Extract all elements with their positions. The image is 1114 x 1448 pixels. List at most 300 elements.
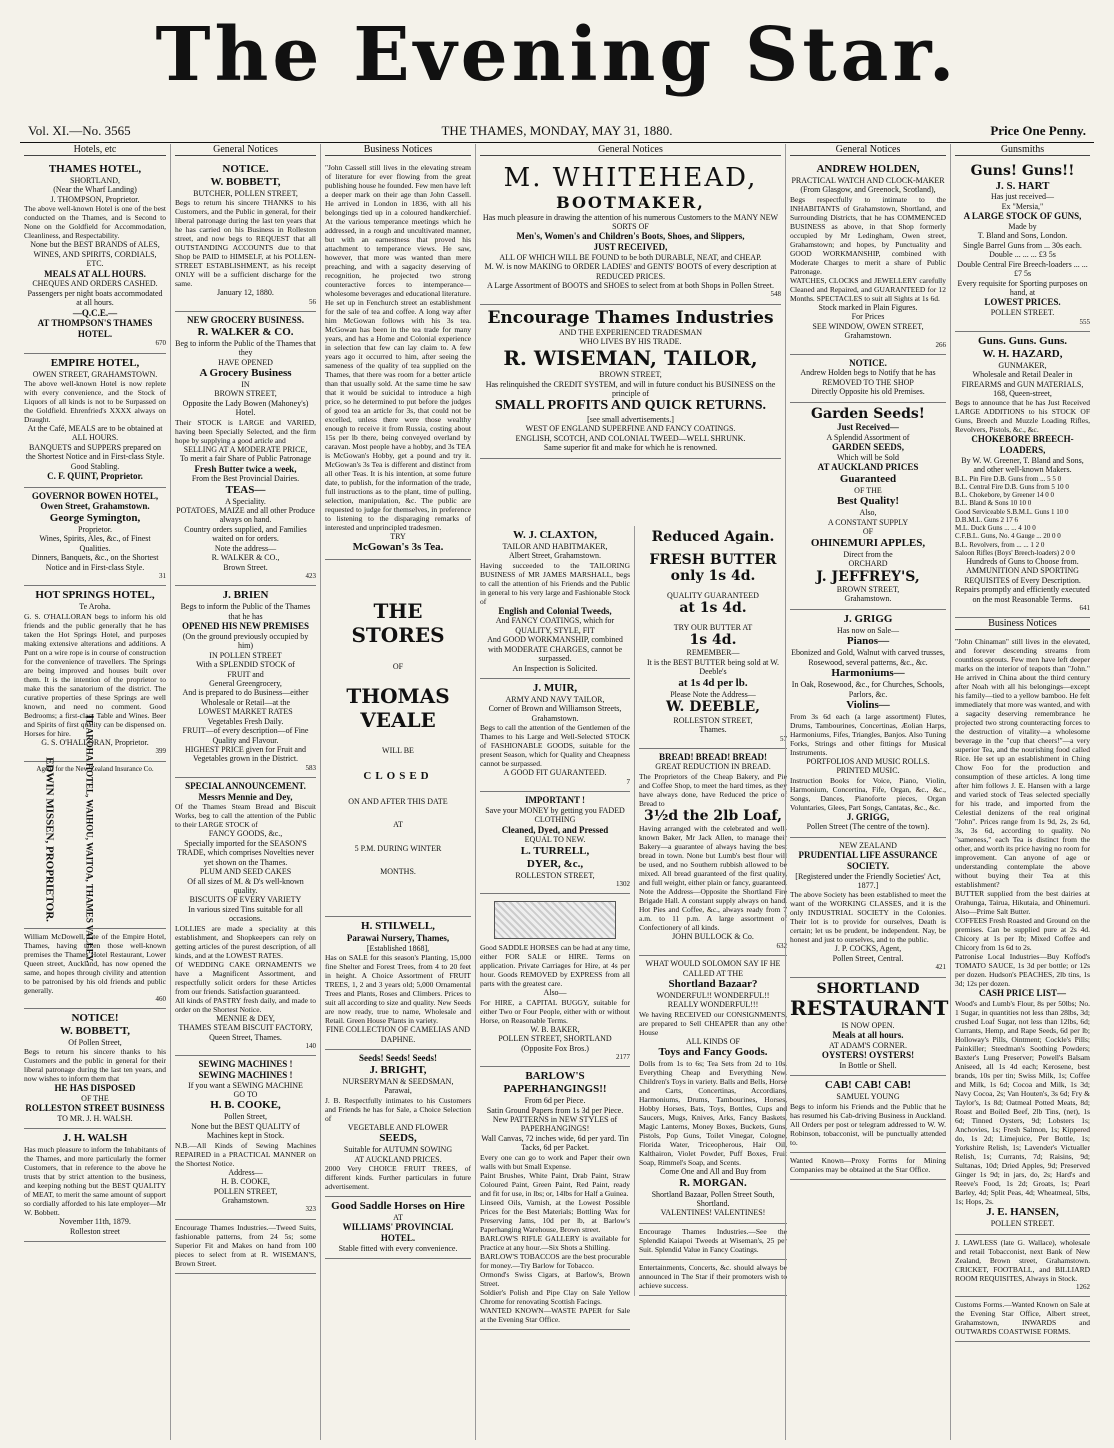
ad-line: Suitable for AUTUMN SOWING bbox=[343, 1145, 453, 1155]
ad-line: Pianos— bbox=[846, 635, 890, 648]
ad-number: 670 bbox=[155, 339, 166, 348]
ad-line: BROWN STREET, bbox=[599, 370, 662, 380]
ad-line: WILL BE bbox=[382, 746, 414, 756]
ad-line: Wines, Spirits, Ales, &c., of Finest Qualities. bbox=[39, 534, 151, 553]
ad-line: SEE WINDOW, OWEN STREET, bbox=[812, 321, 924, 331]
ad-cheap-bakery bbox=[639, 749, 787, 956]
page-columns bbox=[20, 144, 1094, 1440]
ad-line: TO MR. J. H. WALSH. bbox=[57, 1114, 133, 1124]
ad-number: 641 bbox=[1079, 604, 1090, 613]
ad-line: PAPERHANGINGS!! bbox=[503, 1083, 607, 1096]
ad-line: Vegetables Fresh Daily. bbox=[207, 716, 284, 726]
ad-line: LOWEST PRICES. bbox=[984, 297, 1061, 308]
ad-line: FRESH BUTTER bbox=[649, 551, 777, 568]
ad-line: J. P. COCKS, Agent, bbox=[834, 944, 902, 954]
ad-number: 555 bbox=[1079, 317, 1090, 326]
ad-line: Grahamstown. bbox=[844, 331, 892, 341]
section-heading: Gunsmiths bbox=[955, 144, 1090, 156]
ad-line: RESTAURANT bbox=[790, 996, 949, 1021]
ad-line: Beg to inform the Public of the Thames that they bbox=[175, 338, 316, 358]
ad-line: VEGETABLE AND FLOWER bbox=[347, 1122, 449, 1132]
ad-title: GOVERNOR BOWEN HOTEL, Owen Street, Grahamstown. bbox=[31, 490, 159, 512]
ad-line: Please Note the Address— bbox=[670, 689, 756, 699]
gun-price-list bbox=[955, 475, 1090, 558]
ad-shortland-bazaar bbox=[639, 956, 787, 1224]
ad-title: CAB! CAB! CAB! bbox=[824, 1079, 912, 1092]
ad-bright-seeds bbox=[325, 1050, 471, 1197]
ad-line: Fresh Butter twice a week, bbox=[194, 463, 297, 474]
ad-line: OF THE bbox=[854, 485, 882, 495]
ad-line: (Near the Wharf Landing) bbox=[53, 185, 137, 195]
ad-walsh bbox=[24, 1129, 166, 1242]
ad-line: AND THE EXPERIENCED TRADESMAN bbox=[558, 327, 703, 337]
ad-stilwell bbox=[325, 917, 471, 1050]
ad-line: GO TO bbox=[233, 1089, 258, 1099]
ad-title: SHORTLAND bbox=[816, 980, 920, 997]
ad-line: AT AUCKLAND PRICES bbox=[817, 462, 919, 473]
ad-line: To merit a fair Share of Public Patronage bbox=[179, 454, 312, 464]
ad-line: Has relinquished the CREDIT SYSTEM, and will in future conduct his BUSINESS on the principle of bbox=[485, 379, 776, 399]
ad-line: [see small advertisements.] bbox=[587, 414, 674, 424]
column-gunsmiths bbox=[950, 144, 1094, 1440]
ad-line: NURSERYMAN & SEEDSMAN, bbox=[342, 1076, 454, 1086]
ad-line: MONTHS. bbox=[380, 866, 416, 876]
ad-mcgowan bbox=[325, 160, 471, 560]
ad-line: HE HAS DISPOSED bbox=[54, 1083, 136, 1094]
ad-number: 1262 bbox=[1076, 1282, 1090, 1291]
ad-line: Opposite the Lady Bowen (Mahoney's) Hotel. bbox=[182, 398, 309, 418]
ad-body: Soldier's Polish and Pipe Clay on Sale Yellow Chrome for renovating Scottish Facings. bbox=[480, 1287, 630, 1306]
price-row: B.L. Chokebore, by Greener 14 0 0 bbox=[955, 491, 1054, 500]
ad-title: BARLOW'S bbox=[525, 1070, 585, 1083]
ad-body: Has on SALE for this season's Planting, 15,000 fine Shelter and Forest Trees, from 4 to 20 feet in height. A Choice Assortment of FRUIT TREES, 1, 2 and 3 years old; 5,000 Ornamental Trees and Plants, Roses and Climbers. Prices to suit all according to size and quality. New Seeds are now ready, true to name, Wholesale and Retail. Green House Plants in variety. bbox=[325, 953, 471, 1026]
ad-line: Address— bbox=[228, 1167, 263, 1177]
ad-line: Come One and All and Buy from bbox=[659, 1167, 767, 1177]
ad-number: 460 bbox=[155, 994, 166, 1003]
ad-line: TAILOR AND HABITMAKER, bbox=[502, 541, 608, 551]
ad-line: Has much pleasure in drawing the attention of his numerous Customers to the MANY NEW SORTS OF bbox=[482, 212, 779, 231]
ad-empire-hotel bbox=[24, 354, 166, 488]
ad-title: Good Saddle Horses on Hire bbox=[331, 1200, 465, 1212]
ad-line: In Bottle or Shell. bbox=[839, 1060, 897, 1070]
ad-number: 632 bbox=[776, 941, 787, 950]
ad-line: Thames. bbox=[699, 725, 727, 735]
ad-line: Double ... ... ... £3 5s bbox=[989, 250, 1056, 260]
ad-barlow bbox=[480, 1067, 630, 1330]
ad-line: Also— bbox=[543, 988, 567, 998]
ad-body: For HIRE, a CAPITAL BUGGY, suitable for either Two or Four People, either with or without Horse, on Reasonable Terms. bbox=[480, 997, 630, 1025]
ad-number: 423 bbox=[305, 572, 316, 581]
ad-brien bbox=[175, 586, 316, 778]
ad-body: Encourage Thames Industries.—See the Splendid Kaiapoi Tweeds at Wiseman's, 25 per Suit. Splendid Value in Fancy Coatings. bbox=[639, 1226, 787, 1254]
ad-body: BARLOW'S RIFLE GALLERY is available for Practice at any hour.—Six Shots a Shilling. bbox=[480, 1233, 630, 1252]
price-row: M.L. Duck Guns ... ... 4 10 0 bbox=[955, 524, 1036, 533]
ad-number: 57 bbox=[780, 734, 787, 743]
ad-line: Messrs Mennie and Dey, bbox=[198, 791, 293, 802]
section-heading: General Notices bbox=[480, 144, 781, 156]
ad-line: T. Bland and Sons, London. bbox=[977, 231, 1068, 241]
ad-entertainments bbox=[639, 1260, 787, 1296]
ad-title: NOTICE! bbox=[71, 1012, 119, 1025]
ad-line: JUST RECEIVED, bbox=[593, 242, 668, 253]
ad-line: R. WALKER & CO. bbox=[197, 325, 294, 338]
ad-line: Corner of Brown and Williamson Streets, Grahamstown. bbox=[488, 704, 622, 723]
ad-line: OHINEMURI APPLES, bbox=[810, 536, 926, 549]
ad-bobbett-notice bbox=[24, 1009, 166, 1129]
ad-line: CHOKEBORE BREECH-LOADERS, bbox=[971, 434, 1074, 456]
ad-line: Pollen Street, Central. bbox=[832, 953, 904, 963]
ad-claxton bbox=[480, 526, 630, 679]
ad-baker-horses bbox=[480, 894, 630, 1067]
ad-number: 421 bbox=[935, 963, 946, 972]
ad-body: Every one can go to work and Paper their own walls with but Small Expense. bbox=[480, 1152, 630, 1171]
ad-number: 548 bbox=[770, 290, 781, 299]
ad-line: REMOVED TO THE SHOP bbox=[822, 377, 914, 387]
ad-line: J. JEFFREY'S, bbox=[816, 568, 920, 585]
ad-line: BISCUITS OF EVERY VARIETY bbox=[189, 895, 302, 905]
ad-line: Parawai, bbox=[384, 1086, 412, 1096]
ad-title: Garden Seeds! bbox=[811, 405, 925, 422]
price-row: B.L. Bland & Sons 10 10 0 bbox=[955, 499, 1032, 508]
ad-line: GUNMAKER, bbox=[998, 360, 1047, 370]
ad-line: GREAT REDUCTION IN BREAD. bbox=[655, 762, 771, 772]
ad-body: Begs respectfully to intimate to the INHABITANTS of Grahamstown, Shortland, and Surrounding Districts, that he has COMMENCED BUSINESS as above, in that Shop formerly occupied by Mr Ledingham, Owen street, Grahamstown; and hopes, by Punctuality and GOOD WORKMANSHIP, combined with Moderate Charges to merit a share of Public Patronage. bbox=[790, 194, 946, 276]
ad-body: Entertainments, Concerts, &c. should always be announced in The Star if their promoters wish to achieve success. bbox=[639, 1262, 787, 1290]
ad-line: None but the BEST QUALITY of Machines kept in Stock. bbox=[191, 1121, 300, 1141]
ad-line: Proprietor. bbox=[78, 524, 112, 534]
column-general-notices-1 bbox=[170, 144, 320, 1440]
ad-holden bbox=[790, 160, 946, 355]
ad-line: Has just received— bbox=[990, 192, 1055, 202]
ad-line: AT bbox=[393, 820, 403, 830]
ad-grigg bbox=[790, 610, 946, 838]
ad-title: PRUDENTIAL LIFE ASSURANCE SOCIETY. bbox=[798, 850, 938, 871]
ad-line: BOOTMAKER, bbox=[556, 192, 705, 212]
ad-line: At the Café, MEALS are to be obtained at ALL HOURS. bbox=[27, 424, 163, 443]
ad-line: J. THOMPSON, Proprietor. bbox=[50, 194, 140, 204]
ad-governor-bowen bbox=[24, 488, 166, 587]
ad-line: JOHN BULLOCK & Co. bbox=[672, 932, 754, 942]
ad-body: Wanted Known—Proxy Forms for Mining Companies may be obtained at the Star Office. bbox=[790, 1155, 946, 1174]
ad-line: J. BRIGHT, bbox=[369, 1063, 427, 1076]
ad-body: Having succeeded to the TAILORING BUSINESS of MR JAMES MARSHALL, begs to call the attention of his Friends and the Public in general to his very large and Fashionable Stock of bbox=[480, 560, 630, 606]
ad-line: In Oak, Rosewood, &c., for Churches, Schools, Parlors, &c. bbox=[791, 680, 945, 699]
ad-title: NOTICE. bbox=[849, 357, 887, 368]
ad-line: Note the address— bbox=[214, 543, 277, 553]
ad-line: Ex "Mersia," bbox=[1001, 201, 1044, 211]
ad-jeffrey-seeds bbox=[790, 403, 946, 610]
ad-body: William McDowell, late of the Empire Hotel, Thames, having taken those well-known premises the Thames Hotel Restaurant, Lower Queen street, Auckland, has now opened the same, and hopes through civility and attention to be patronised by his old friends and public generally. bbox=[24, 931, 166, 995]
ad-title: Guns! Guns!! bbox=[970, 163, 1075, 179]
ad-body: Dolls from 1s to 6s; Tea Sets from 2d to 10s. Everything Cheap and Everything New. Children's Toys in variety. Balls and Bells, Horse and Carts, Concertinas, Accordians, Harmoniums, Drums, Tambourines, Horses, Hobby Horses, Bats, Toys, Bottles, Cups and Saucers, Mugs, Knives, Arks, Fancy Baskets, Magic Lanterns, Money Boxes, Buckets, Guns, Pistols, Pop Guns, Toilet Vinegar, Cologne, Florida Water, Triceopherous, Hair Oil, Kalthairon, Violet Powder, Puff Boxes, Fruit Soap, Rimmel's Soap, and Scents. bbox=[639, 1059, 787, 1168]
ad-line: (From Glasgow, and Greenock, Scotland), bbox=[800, 185, 936, 195]
ad-line: MEALS AT ALL HOURS. bbox=[44, 268, 146, 279]
ad-body: Ormond's Swiss Cigars, at Barlow's, Brown Street. bbox=[480, 1269, 630, 1288]
ad-body: Of the Thames Steam Bread and Biscuit Works, beg to call the attention of the Public to their LARGE STOCK of bbox=[175, 802, 316, 830]
ad-wiseman-tweed bbox=[175, 1220, 316, 1274]
ad-line: AT bbox=[393, 1212, 403, 1222]
ad-body: Wood's and Lumb's Flour, 8s per 50lbs; No. 1 Sugar, in quantities not less than 28lbs, 3d; crushed Loaf Sugar, not less than 12lbs, 6d; Currants, Hemp, and Rape Seeds, 6d per lb; Holloway's Pills, Ointment; Cockle's Pills; Painkiller; Steedman's Soothing Powders; Baxter's Lung Preserver; Powell's Balsam Aniseed, all 1s 4d each; Kerosene, best brands, 10s per tin; Swiss Milk, 1s; Coffee and Milk, 1s 6d; Cocoa and Milk, 1s 3d; Navy Cocoa, 2s; Van Houten's, 3s 6d; Fry & Taylor's, 1s 8d; Oatmeal Potted Meats, 8d; Roast and Boiled Beef, 2lb Tins, (net), 1s 6d; Tinned Oysters, 9d; Lobsters 1s; Anchovies, 1s; Fresh Salmon, 1s; Kippered do, 1s 2d; Limejuice, Per Bottle, 1s; Yorkshire Relish, 1s; Lavender's Victualler Relish, 1s; Currants, 7d; Raisins, 9d; Sultanas, 10d; Dried Apples, 9d; Preserved Ginger 1s 9d; in jars, do, 2s; Hard's and Reeve's Food, 1s 2d; Groats, 1s; Pearl Barley, 4d; Split Peas, 4d; Wheatmeal, 5lbs, 1s; Hops, 2s. bbox=[955, 999, 1090, 1207]
ad-body: The Proprietors of the Cheap Bakery, and Pie and Coffee Shop, to meet the hard times, as they have always done, have Reduced the price of Bread to bbox=[639, 771, 787, 808]
ad-line: Violins— bbox=[846, 699, 890, 711]
issue-date: THE THAMES, MONDAY, MAY 31, 1880. bbox=[441, 123, 673, 138]
ad-holden-removed bbox=[790, 355, 946, 403]
ad-thomas-veale bbox=[325, 560, 471, 917]
price-row: C.F.B.L. Guns, No. 4 Gauge ... 20 0 0 bbox=[955, 532, 1061, 541]
price-row: B.L. Revolvers, from ... ... 1 2 0 bbox=[955, 540, 1045, 549]
ad-line: AT ADAM'S CORNER. bbox=[829, 1040, 907, 1050]
ad-line: W. DEEBLE, bbox=[666, 699, 760, 716]
ad-body: The above well-known Hotel is one of the best conducted on the Thames, and is Second to None on the Goldfield for Accommodation, Cleanliness, and Respectability. bbox=[24, 204, 166, 241]
ad-title: J. BRIEN bbox=[222, 589, 269, 602]
ad-line: (Opposite Fox Bros.) bbox=[521, 1043, 589, 1053]
ad-body: J. LAWLESS (late G. Wallace), wholesale and retail Tobacconist, next Bank of New Zealand, Brown street, Grahamstown. CRICKET, FOOTBALL, and BILLIARD ROOM REQUISITES, Always in Stock. bbox=[955, 1237, 1090, 1283]
ad-number: 140 bbox=[305, 1042, 316, 1051]
ad-line: SHORTLAND, bbox=[70, 175, 120, 185]
ad-body: Encourage Thames Industries.—Tweed Suits, fashionable patterns, from 24 5s; some Superior Fit and Makes on hand from 100 pieces to select from at R. WISEMAN'S, Brown Street. bbox=[175, 1222, 316, 1268]
ad-line: English and Colonial Tweeds, bbox=[498, 605, 612, 616]
ad-turrell bbox=[480, 792, 630, 894]
ad-line: ROLLESTON STREET BUSINESS bbox=[25, 1103, 165, 1114]
ad-line: Parawai Nursery, Thames, bbox=[346, 933, 450, 944]
ad-line: Grahamstown. bbox=[222, 1195, 269, 1205]
ad-title: ANDREW HOLDEN, bbox=[816, 163, 920, 175]
ad-line: Passengers per night boats accommodated at all hours. bbox=[27, 288, 163, 308]
ad-line: C. F. QUINT, Proprietor. bbox=[47, 471, 143, 482]
ad-line: Just Received— bbox=[837, 422, 899, 433]
ad-hart-guns bbox=[955, 160, 1090, 332]
ad-title: THOMAS VEALE bbox=[346, 684, 450, 732]
ad-body: J. B. Respectfully intimates to his Customers and Friends he has for Sale, a Choice Selection of bbox=[325, 1095, 471, 1123]
ad-line: REALLY WONDERFUL!!! bbox=[667, 1000, 759, 1010]
masthead bbox=[0, 0, 1114, 120]
ad-line: Agent for the New Zealand Insurance Co. bbox=[36, 764, 154, 773]
ad-line: IN bbox=[241, 379, 250, 389]
ad-line: WHAT WOULD SOLOMON SAY IF HE CALLED AT THE bbox=[645, 959, 781, 978]
ad-line: POLLEN STREET, bbox=[213, 1186, 278, 1196]
ad-line: W. B. BAKER, bbox=[530, 1024, 580, 1034]
ad-body: "John Chinaman" still lives in the elevated, and forever descending streams from countless sprouts. Few men have left deeper marks on the interior of teapots than "John." He arrived in China about the third century after Noah with all his belongings—except his family—tied to a yellow bamboo. He felt immediately that more was wanted, and with a sagacity deserving remembrance he projected two strong counteracting forces to the destruction of vitality—a wholesome beverage in the "cup that cheers!"—a very superior Tea, and the nourishing food called Rice. He set up an establishment in Ching Chow Foo for the production and consumption of these articles. A long time after him follows J. E. Hansen with a large and varied stock of Teas selected specially for his trade, and imported from the Celestial denizens of the real original "John". Prices range from 1s 9d, 2s, 2s 6d, 3s, 3s 6d, according to quality. No "sameness," each Tea is distinct from the other, and worth its price having no room for improvement. Can anyone of age or understanding contemplate the above without buying their Tea at this establishment? bbox=[955, 637, 1090, 890]
ad-line: REMEMBER— bbox=[686, 648, 740, 658]
ad-line: Of Pollen Street, bbox=[68, 1037, 122, 1047]
ad-line: Pollen Street (The centre of the town). bbox=[806, 822, 930, 832]
section-heading: General Notices bbox=[175, 144, 316, 156]
ad-line: From the Best Provincial Dairies. bbox=[191, 474, 300, 484]
ad-line: (On the ground previously occupied by him) bbox=[182, 631, 309, 651]
ad-line: WEST OF ENGLAND SUPERFINE AND FANCY COATINGS. bbox=[525, 424, 736, 434]
ad-line: only 1s 4d. bbox=[670, 568, 756, 585]
ad-line: For Prices bbox=[851, 312, 885, 322]
ad-line: Specially imported for the SEASON'S TRADE, which comprises Novelties never yet shown on the Thames. bbox=[176, 838, 315, 867]
ad-title: IMPORTANT ! bbox=[524, 795, 586, 806]
ad-line: If you want a SEWING MACHINE bbox=[188, 1080, 303, 1090]
ad-line: Albert Street, Grahamstown. bbox=[509, 551, 601, 561]
ad-line: A LARGE STOCK OF GUNS, bbox=[963, 211, 1082, 222]
ad-line: R. WALKER & CO., bbox=[211, 553, 280, 563]
ad-line: H. B. COOKE, bbox=[210, 1099, 281, 1112]
ad-line: AT AUCKLAND PRICES. bbox=[354, 1154, 442, 1164]
column-business-notices bbox=[320, 144, 475, 1440]
ad-line: Grahamstown. bbox=[844, 594, 892, 604]
issue-price: Price One Penny. bbox=[990, 123, 1086, 138]
price-row: B.L. Central Fire D.B. Guns from 5 10 0 bbox=[955, 482, 1069, 491]
ad-line: George Symington, bbox=[49, 512, 141, 525]
ad-line: November 11th, 1879. bbox=[59, 1217, 131, 1227]
ad-line: Repairs promptly and efficiently executed on the most Reasonable Terms. bbox=[955, 585, 1090, 604]
ad-line: Guaranteed bbox=[839, 472, 897, 485]
ad-line: Meals at all hours. bbox=[832, 1030, 904, 1041]
ad-body: Has much pleasure to inform the Inhabitants of the Thames, and more particularly the former Customers, that in reference to the above he trusts that by strict attention to the business, and keeping nothing but the BEST QUALITY of MEAT, to merit the same amount of support so cordially afforded to his late employer—Mr W. Bobbett. bbox=[24, 1145, 166, 1218]
ad-hansen bbox=[955, 634, 1090, 1234]
ad-line: BROWN STREET, bbox=[836, 585, 900, 595]
ad-body: N.B.—All Kinds of Sewing Machines REPAIRED in a PRACTICAL MANNER on the Shortest Notice. bbox=[175, 1140, 316, 1168]
ad-line: OF bbox=[392, 661, 404, 671]
ad-title: Reduced Again. bbox=[651, 529, 775, 545]
ad-line: January 12, 1880. bbox=[217, 288, 274, 298]
ad-line: Of all sizes of M. & D's well-known quality. bbox=[187, 876, 304, 895]
price-row: D.B.M.L. Guns 2 17 6 bbox=[955, 515, 1019, 524]
ad-line: It is the BEST BUTTER being sold at W. Deeble's bbox=[646, 657, 780, 677]
ad-line: Also, bbox=[859, 508, 877, 518]
section-heading: Business Notices bbox=[325, 144, 471, 156]
ad-lawless bbox=[955, 1235, 1090, 1297]
ad-title: H. STILWELL, bbox=[361, 920, 435, 933]
ad-line: EQUAL TO NEW. bbox=[524, 835, 586, 845]
ad-title: SPECIAL ANNOUNCEMENT. bbox=[185, 781, 306, 792]
ad-line: AMMUNITION AND SPORTING REQUISITES of Every Description. bbox=[964, 566, 1081, 585]
ad-line: POTATOES, MAIZE and all other Produce always on hand. bbox=[176, 506, 315, 525]
ad-prudential bbox=[790, 838, 946, 978]
ad-line: TEAS— bbox=[225, 483, 266, 496]
ad-line: BUTCHER, POLLEN STREET, bbox=[193, 188, 298, 198]
carriage-illustration bbox=[494, 901, 616, 939]
ad-title: J. H. WALSH bbox=[62, 1132, 128, 1145]
ad-line: SELLING AT A MODERATE PRICE, bbox=[183, 444, 308, 454]
ad-line: IN POLLEN STREET bbox=[209, 650, 282, 660]
ad-number: 323 bbox=[305, 1205, 316, 1214]
ad-number: 2177 bbox=[616, 1052, 630, 1061]
ad-line: GARDEN SEEDS, bbox=[831, 442, 905, 453]
ad-line: Andrew Holden begs to Notify that he has bbox=[800, 368, 936, 378]
ad-line: And GOOD WORKMANSHIP, combined with MODERATE CHARGES, cannot be surpassed. bbox=[487, 635, 623, 664]
ad-line: PRACTICAL WATCH AND CLOCK-MAKER bbox=[791, 175, 945, 185]
ad-number: 266 bbox=[935, 340, 946, 349]
ad-line: POLLEN STREET, SHORTLAND bbox=[498, 1034, 612, 1044]
ad-mennie-dey bbox=[175, 778, 316, 1056]
ad-title: R. WISEMAN, TAILOR, bbox=[503, 345, 758, 370]
ad-line: J. E. HANSEN, bbox=[986, 1206, 1059, 1219]
ad-line: None but the BEST BRANDS of ALES, WINES, AND SPIRITS, CORDIALS, ETC. bbox=[30, 240, 160, 269]
ad-title: NEW GROCERY BUSINESS. bbox=[187, 315, 304, 326]
rotated-proprietor: EDWIN MISSEN, PROPRIETOR. bbox=[43, 756, 56, 922]
ad-line: SMALL PROFITS AND QUICK RETURNS. bbox=[494, 398, 767, 414]
ad-line: FINE COLLECTION OF CAMELIAS AND DAPHNE. bbox=[326, 1025, 470, 1044]
ad-body: Having arranged with the celebrated and well-known Baker, Mr Jack Allen, to manage their Bakery—a guarantee of always having the best bread in town. None but Lumb's best flour will be used, and no Southern rubbish allowed to be mixed. All bread guaranteed of the first quality, and full weight, either plain or fancy, guaranteed. Note the Address—Opposite the Shortland Fire Brigade Hall. A constant supply always on hand. Hot Pies and Coffee, &c., always ready from 7 a.m. to 11 p.m. A large assortment of Confectionery of all kinds. bbox=[639, 824, 787, 933]
ad-whitehead bbox=[480, 160, 781, 305]
ad-line: Stock marked in Plain Figures. bbox=[818, 302, 918, 312]
ad-line: Dinners, Banquets, &c., on the Shortest Notice and in First-class Style. bbox=[31, 553, 159, 572]
ad-bobbett-butcher bbox=[175, 160, 316, 312]
ad-line: Satin Ground Papers from 1s 3d per Piece. bbox=[486, 1105, 624, 1115]
ad-body: Of WEDDING CAKE ORNAMENTS we have a Magnificent Assortment, and respectfully solicit orders for these Articles from our friends. Satisfaction guaranteed. bbox=[175, 959, 316, 996]
ad-line: OF THE bbox=[81, 1094, 109, 1103]
ad-line: PLUM AND SEED CAKES bbox=[199, 867, 292, 877]
ad-line: ARMY AND NAVY TAILOR, bbox=[505, 695, 605, 705]
ad-title: Guns. Guns. Guns. bbox=[978, 334, 1067, 347]
ad-line: FRUIT and bbox=[227, 669, 264, 679]
ad-line: Begs to inform the Public of the Thames that he has bbox=[180, 602, 311, 621]
ad-line: Save your MONEY by getting you FADED CLOTHING bbox=[485, 805, 625, 825]
ad-line: Wholesale and Retail Dealer in FIREARMS and GUN MATERIALS, 168, Queen-street, bbox=[961, 370, 1084, 399]
ad-line: NEW ZEALAND bbox=[839, 840, 897, 850]
ad-line: W. H. HAZARD, bbox=[982, 347, 1063, 360]
ad-body: BARLOW'S TOBACCOS are the best procurable for money.—Try Barlow for Tobacco. bbox=[480, 1251, 630, 1270]
ad-line: G. S. O'HALLORAN, Proprietor. bbox=[41, 737, 149, 747]
ad-line: HAVE OPENED bbox=[218, 357, 273, 367]
ad-title: BREAD! BREAD! BREAD! bbox=[658, 751, 767, 762]
ad-line: HIGHEST PRICE given for Fruit and Vegetables grown in the District. bbox=[185, 745, 306, 764]
ad-deeble-butter bbox=[639, 526, 787, 749]
ad-body: The above Society has been established to meet the want of the WORKING CLASSES, and it is the only INDUSTRIAL SOCIETY in the Colonies. Their lot is to provide for ourselves, Death is certain; let us be prudent, be independent. Nay, be honest and just to ourselves, and to the public. bbox=[790, 890, 946, 945]
ad-line: ROLLESTON STREET, bbox=[515, 870, 595, 880]
ad-line: Queen Street, Thames. bbox=[209, 1032, 282, 1042]
ad-line: By W. W. Greener, T. Bland and Sons, and other well-known Makers. bbox=[961, 455, 1084, 475]
ad-line: R. MORGAN. bbox=[679, 1176, 747, 1189]
ad-line: J. GRIGG, bbox=[846, 811, 890, 822]
ad-line: Made by bbox=[1008, 221, 1037, 231]
ad-line: A GOOD FIT GUARANTEED. bbox=[503, 768, 607, 778]
ad-body: We having RECEIVED our CONSIGNMENTS, are prepared to Sell CHEAPER than any other House bbox=[639, 1009, 787, 1037]
ad-body: Their STOCK is LARGE and VARIED, having been Specially Selected, and the firm hope by supplying a good article and bbox=[175, 417, 316, 445]
ad-body: Begs to call the attention of the Gentlemen of the Thames to his Large and Well-Selected STOCK of FASHIONABLE GOODS, suitable for the present Season, which for Quality and Cheapness cannot be surpassed. bbox=[480, 723, 630, 769]
ad-sewing-machines bbox=[175, 1056, 316, 1219]
ad-line: WHO LIVES BY HIS TRADE. bbox=[579, 337, 682, 347]
ad-line: A Large Assortment of BOOTS and SHOES to select from at both Shops in Pollen Street. bbox=[487, 280, 774, 290]
ad-title: Shortland Bazaar? bbox=[668, 977, 758, 990]
section-heading: Business Notices bbox=[955, 618, 1090, 630]
ad-line: Country orders supplied, and Families waited on for orders. bbox=[184, 524, 307, 544]
ad-line: Wall Canvas, 72 inches wide, 6d per yard. Tin Tacks, 6d per Packet. bbox=[481, 1133, 629, 1153]
ad-line: Directly Opposite his old Premises. bbox=[811, 387, 925, 397]
ad-line: TRY bbox=[390, 532, 406, 541]
ad-title: J. MUIR, bbox=[532, 682, 578, 695]
ad-line: THAMES STEAM BISCUIT FACTORY, bbox=[178, 1023, 313, 1033]
ad-body: Good SADDLE HORSES can be had at any time, either FOR SALE or HIRE. Terms on application. Private Carriages for Hire, at 4s per hour. Goods REMOVED by EXPRESS from all parts with the greatest care. bbox=[480, 943, 630, 989]
price-row: Saloon Rifles (Boys' Breech-loaders) 2 0 0 bbox=[955, 548, 1075, 557]
ad-title: THAMES HOTEL, bbox=[48, 163, 142, 175]
ad-body: WANTED KNOWN—WASTE PAPER for Sale at the Evening Star Office. bbox=[480, 1305, 630, 1324]
ad-line: Good Stabling. bbox=[70, 461, 120, 471]
ad-body: Begs to inform his Friends and the Public that he has resumed his Cab-driving Business in Auckland. All Orders per post or telegram addressed to W. W. Robinson, tobacconist, will be punctually attended to. bbox=[790, 1101, 946, 1147]
ad-line: M. W. is now MAKING to ORDER LADIES' and GENTS' BOOTS of every description at REDUCED PRICES. bbox=[484, 262, 777, 281]
ad-title: McGowan's 3s Tea. bbox=[352, 541, 444, 554]
ad-line: From 6d per Piece. bbox=[524, 1096, 586, 1106]
ad-title: J. GRIGG bbox=[843, 612, 893, 625]
ad-line: FRUIT—of every description—of Fine Quality and Flavour. bbox=[182, 726, 309, 745]
ad-line: Which will be Sold bbox=[837, 452, 899, 462]
ad-line: POLLEN STREET. bbox=[990, 1219, 1055, 1229]
price-row: B.L. Pin Fire D.B. Guns from ... 5 5 0 bbox=[955, 474, 1062, 483]
ad-customs-forms bbox=[955, 1297, 1090, 1342]
ad-body: Paint Brushes, White Paint, Drab Paint, Straw Coloured Paint, Green Paint, Red Paint, ready and fit for use, in lbs; or, 14lbs for Half a Guinea. bbox=[480, 1170, 630, 1198]
ad-kaiapoi-tweeds bbox=[639, 1224, 787, 1260]
ad-line: BROWN STREET, bbox=[214, 389, 277, 399]
ad-line: Toys and Fancy Goods. bbox=[658, 1046, 768, 1059]
ad-line: PRINTED MUSIC. bbox=[836, 766, 900, 776]
rotated-title: TE AROHA HOTEL, WAIHOU, WAITOA, THAMES VALLEY. bbox=[84, 713, 95, 963]
ad-line: An Inspection is Solicited. bbox=[512, 663, 598, 673]
newspaper-title: The Evening Star. bbox=[155, 12, 959, 98]
